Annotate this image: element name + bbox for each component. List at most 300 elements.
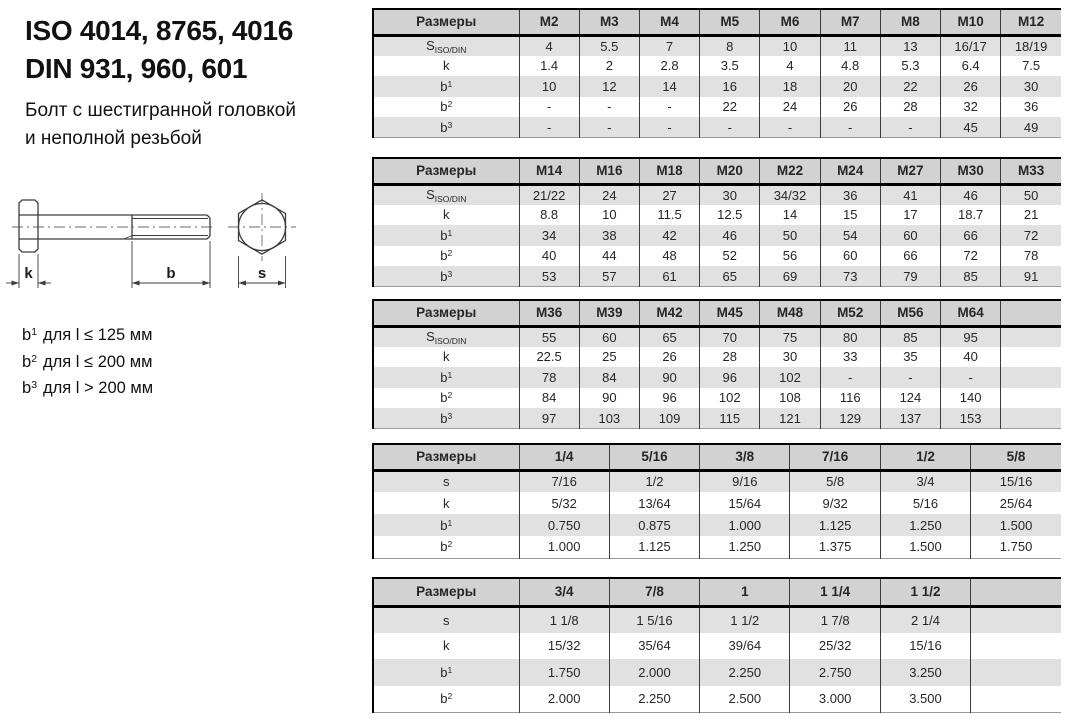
value-cell: 11.5 [639, 205, 699, 226]
size-column-header: M42 [639, 300, 699, 326]
value-cell: 3.5 [700, 56, 760, 77]
value-cell: 65 [700, 266, 760, 287]
left-panel [0, 0, 370, 720]
value-cell: 97 [519, 408, 579, 429]
value-cell: 102 [760, 367, 820, 388]
value-cell: - [820, 117, 880, 138]
value-cell: 2 1/4 [880, 606, 970, 633]
value-cell: 15/32 [519, 633, 609, 660]
value-cell: 24 [760, 97, 820, 118]
table-header-row [373, 578, 1061, 606]
header-label: Размеры [373, 578, 519, 606]
value-cell: 12.5 [700, 205, 760, 226]
size-column-header: M39 [579, 300, 639, 326]
value-cell: 85 [941, 266, 1001, 287]
size-column-header: M6 [760, 9, 820, 35]
size-column-header: 3/4 [519, 578, 609, 606]
size-column-header: M22 [760, 158, 820, 184]
bolt-description [25, 97, 296, 152]
value-cell: 16/17 [941, 35, 1001, 56]
size-column-header [971, 578, 1061, 606]
table-row [373, 633, 1061, 660]
size-column-header: M14 [519, 158, 579, 184]
value-cell: 22 [700, 97, 760, 118]
row-label: $b^1$ [440, 664, 453, 680]
value-cell: 84 [579, 367, 639, 388]
value-cell [971, 686, 1061, 713]
value-cell: 66 [880, 246, 940, 267]
value-cell: 90 [579, 388, 639, 409]
size-column-header: M52 [820, 300, 880, 326]
value-cell: 50 [1001, 184, 1061, 205]
value-cell: 15 [820, 205, 880, 226]
row-label: $b^1$ [440, 517, 453, 533]
size-column-header: M16 [579, 158, 639, 184]
value-cell: 2.750 [790, 659, 880, 686]
value-cell: 1.125 [790, 514, 880, 536]
value-cell: 8.8 [519, 205, 579, 226]
table-row [373, 470, 1061, 492]
size-column-header: M33 [1001, 158, 1061, 184]
value-cell [971, 606, 1061, 633]
value-cell: 1.000 [700, 514, 790, 536]
table-row [373, 347, 1061, 368]
metric-table-m2-m12 [372, 8, 1064, 138]
table-row [373, 56, 1061, 77]
value-cell: 66 [941, 225, 1001, 246]
value-cell: 5.3 [880, 56, 940, 77]
value-cell: 84 [519, 388, 579, 409]
value-cell: 1.125 [609, 536, 699, 558]
value-cell: - [579, 117, 639, 138]
value-cell: 50 [760, 225, 820, 246]
value-cell: 3.000 [790, 686, 880, 713]
note-b3-symbol: $b^3$ [22, 379, 38, 398]
size-column-header: 7/16 [790, 444, 880, 470]
din-standards-line: DIN 931, 960, 601 [25, 52, 248, 84]
value-cell: 46 [941, 184, 1001, 205]
value-cell: 39/64 [700, 633, 790, 660]
row-label: s [443, 474, 450, 490]
value-cell: 3.500 [880, 686, 970, 713]
value-cell: 8 [700, 35, 760, 56]
value-cell: 73 [820, 266, 880, 287]
size-column-header: M4 [639, 9, 699, 35]
metric-table-m14-m33 [372, 157, 1064, 287]
value-cell [1001, 388, 1061, 409]
value-cell: 33 [820, 347, 880, 368]
value-cell: 3/4 [880, 470, 970, 492]
value-cell: 32 [941, 97, 1001, 118]
value-cell: 52 [700, 246, 760, 267]
header-label: Размеры [373, 158, 519, 184]
row-label: $b^2$ [440, 691, 453, 706]
value-cell: 4 [519, 35, 579, 56]
size-column-header: M8 [880, 9, 940, 35]
value-cell: 124 [880, 388, 940, 409]
value-cell: 54 [820, 225, 880, 246]
note-b2 [22, 349, 153, 376]
value-cell [1001, 347, 1061, 368]
value-cell: 41 [880, 184, 940, 205]
bolt-head-end-view [228, 193, 296, 261]
value-cell: 70 [700, 326, 760, 347]
value-cell: 30 [700, 184, 760, 205]
note-b1-text: для l ≤ 125 мм [43, 326, 153, 344]
value-cell: 5/8 [790, 470, 880, 492]
size-column-header: M3 [579, 9, 639, 35]
size-column-header: M30 [941, 158, 1001, 184]
value-cell: 26 [941, 76, 1001, 97]
value-cell: 42 [639, 225, 699, 246]
value-cell: 10 [760, 35, 820, 56]
value-cell: 116 [820, 388, 880, 409]
header-label: Размеры [373, 300, 519, 326]
table-row [373, 408, 1061, 429]
value-cell: 1.500 [880, 536, 970, 558]
row-label: $b^2$ [440, 390, 453, 406]
value-cell: 56 [760, 246, 820, 267]
value-cell: 46 [700, 225, 760, 246]
row-label: $b^3$ [440, 119, 453, 135]
table-row [373, 225, 1061, 246]
dimension-table [372, 443, 1061, 559]
size-column-header: 7/8 [609, 578, 699, 606]
value-cell: - [941, 367, 1001, 388]
bolt-description-line2: и неполной резьбой [25, 127, 202, 149]
size-column-header: M64 [941, 300, 1001, 326]
value-cell: 34/32 [760, 184, 820, 205]
note-b1-symbol: $b^1$ [22, 326, 38, 344]
value-cell: 5/32 [519, 492, 609, 514]
value-cell: - [760, 117, 820, 138]
size-column-header: 3/8 [700, 444, 790, 470]
size-column-header: M20 [700, 158, 760, 184]
row-label: k [443, 349, 450, 365]
value-cell: 1 1/2 [700, 606, 790, 633]
value-cell: 2 [579, 56, 639, 77]
value-cell: 61 [639, 266, 699, 287]
value-cell: 1 1/8 [519, 606, 609, 633]
size-column-header: 1 1/4 [790, 578, 880, 606]
value-cell: 21/22 [519, 184, 579, 205]
size-column-header: M12 [1001, 9, 1061, 35]
value-cell: 108 [760, 388, 820, 409]
value-cell: 30 [760, 347, 820, 368]
value-cell: 1.375 [790, 536, 880, 558]
value-cell: 27 [639, 184, 699, 205]
value-cell [971, 633, 1061, 660]
row-label: k [443, 495, 450, 511]
value-cell: 11 [820, 35, 880, 56]
value-cell: 96 [700, 367, 760, 388]
value-cell: 13 [880, 35, 940, 56]
size-column-header: M5 [700, 9, 760, 35]
value-cell: 1.250 [700, 536, 790, 558]
iso-standards-line: ISO 4014, 8765, 4016 [25, 15, 293, 46]
header-label: Размеры [373, 9, 519, 35]
value-cell: - [639, 97, 699, 118]
value-cell: 6.4 [941, 56, 1001, 77]
table-row [373, 686, 1061, 713]
value-cell: 140 [941, 388, 1001, 409]
table-row [373, 97, 1061, 118]
size-column-header: 1 [700, 578, 790, 606]
table-row [373, 367, 1061, 388]
size-column-header: M18 [639, 158, 699, 184]
value-cell: 153 [941, 408, 1001, 429]
table-header-row [373, 444, 1061, 470]
value-cell: - [880, 117, 940, 138]
row-label: $b^3$ [440, 410, 453, 426]
value-cell: 78 [519, 367, 579, 388]
table-row [373, 326, 1061, 347]
value-cell: 1/2 [609, 470, 699, 492]
value-cell [1001, 408, 1061, 429]
value-cell: 79 [880, 266, 940, 287]
table-row [373, 536, 1061, 558]
value-cell: 18.7 [941, 205, 1001, 226]
value-cell: 53 [519, 266, 579, 287]
value-cell: 25/64 [971, 492, 1061, 514]
value-cell: 72 [1001, 225, 1061, 246]
size-column-header: 1/4 [519, 444, 609, 470]
table-row [373, 492, 1061, 514]
table-row [373, 35, 1061, 56]
value-cell: 35/64 [609, 633, 699, 660]
row-label: s [443, 612, 450, 628]
value-cell: 69 [760, 266, 820, 287]
table-row [373, 246, 1061, 267]
table-row [373, 514, 1061, 536]
value-cell: 2.250 [700, 659, 790, 686]
value-cell: 14 [639, 76, 699, 97]
size-column-header: M48 [760, 300, 820, 326]
value-cell: 5.5 [579, 35, 639, 56]
value-cell: 95 [941, 326, 1001, 347]
value-cell [971, 659, 1061, 686]
row-label: $S_{ISO/DIN}$ [426, 328, 467, 346]
size-column-header: M56 [880, 300, 940, 326]
value-cell: 1 5/16 [609, 606, 699, 633]
value-cell: 2.500 [700, 686, 790, 713]
table-header-row [373, 158, 1061, 184]
value-cell: - [880, 367, 940, 388]
value-cell: 1.500 [971, 514, 1061, 536]
dimension-b [132, 241, 210, 288]
dimension-table [372, 157, 1061, 287]
value-cell: 24 [579, 184, 639, 205]
value-cell: 15/16 [971, 470, 1061, 492]
size-column-header: M10 [941, 9, 1001, 35]
size-column-header: M45 [700, 300, 760, 326]
dim-label-k: k [24, 265, 33, 282]
table-row [373, 266, 1061, 287]
value-cell: 22.5 [519, 347, 579, 368]
value-cell: 34 [519, 225, 579, 246]
note-b3 [22, 375, 153, 402]
table-row [373, 117, 1061, 138]
dimension-table [372, 577, 1061, 713]
thread-length-notes [22, 322, 153, 402]
dimension-table [372, 8, 1061, 138]
value-cell [1001, 326, 1061, 347]
size-column-header: M7 [820, 9, 880, 35]
value-cell: 85 [880, 326, 940, 347]
value-cell: 80 [820, 326, 880, 347]
value-cell: 75 [760, 326, 820, 347]
size-column-header: M27 [880, 158, 940, 184]
size-column-header: 5/8 [971, 444, 1061, 470]
value-cell: 60 [880, 225, 940, 246]
value-cell: 60 [820, 246, 880, 267]
value-cell: 26 [820, 97, 880, 118]
row-label: $b^2$ [440, 248, 453, 264]
table-row [373, 606, 1061, 633]
table-row [373, 205, 1061, 226]
value-cell: - [519, 117, 579, 138]
value-cell: 5/16 [880, 492, 970, 514]
value-cell: 7.5 [1001, 56, 1061, 77]
value-cell: 12 [579, 76, 639, 97]
standards-title [25, 12, 293, 87]
value-cell: 2.000 [609, 659, 699, 686]
row-label: k [443, 638, 450, 654]
value-cell: - [639, 117, 699, 138]
value-cell: 30 [1001, 76, 1061, 97]
value-cell: - [700, 117, 760, 138]
bolt-head-side-view [19, 200, 38, 252]
table-header-row [373, 9, 1061, 35]
value-cell: 1.250 [880, 514, 970, 536]
note-b2-symbol: $b^2$ [22, 352, 38, 371]
row-label: $b^1$ [440, 369, 453, 385]
value-cell: 9/16 [700, 470, 790, 492]
value-cell: 2.000 [519, 686, 609, 713]
value-cell: 65 [639, 326, 699, 347]
value-cell: 2.250 [609, 686, 699, 713]
value-cell: 4.8 [820, 56, 880, 77]
value-cell: 109 [639, 408, 699, 429]
value-cell: 38 [579, 225, 639, 246]
table-row [373, 76, 1061, 97]
row-label: $b^3$ [440, 268, 453, 284]
value-cell: 1.750 [971, 536, 1061, 558]
value-cell: 21 [1001, 205, 1061, 226]
value-cell: 40 [519, 246, 579, 267]
row-label: $b^1$ [440, 227, 453, 243]
value-cell: 72 [941, 246, 1001, 267]
size-column-header: 1 1/2 [880, 578, 970, 606]
value-cell: 60 [579, 326, 639, 347]
value-cell: 78 [1001, 246, 1061, 267]
size-column-header [1001, 300, 1061, 326]
value-cell: 102 [700, 388, 760, 409]
size-column-header: 1/2 [880, 444, 970, 470]
row-label: $b^2$ [440, 539, 453, 555]
value-cell: 25/32 [790, 633, 880, 660]
note-b1 [22, 322, 153, 349]
metric-table-m36-m64 [372, 299, 1064, 429]
value-cell: - [519, 97, 579, 118]
value-cell: 15/16 [880, 633, 970, 660]
row-label: $b^1$ [440, 78, 453, 94]
value-cell: 90 [639, 367, 699, 388]
value-cell: 91 [1001, 266, 1061, 287]
value-cell: 16 [700, 76, 760, 97]
value-cell: 28 [700, 347, 760, 368]
value-cell: 17 [880, 205, 940, 226]
value-cell: - [820, 367, 880, 388]
value-cell: 57 [579, 266, 639, 287]
value-cell: 1 7/8 [790, 606, 880, 633]
bolt-drawing [4, 188, 310, 320]
value-cell: 48 [639, 246, 699, 267]
row-label: k [443, 58, 450, 74]
value-cell: 28 [880, 97, 940, 118]
note-b3-text: для l > 200 мм [43, 379, 154, 398]
value-cell: 36 [820, 184, 880, 205]
row-label: k [443, 207, 450, 223]
value-cell: 55 [519, 326, 579, 347]
row-label: $b^2$ [440, 99, 453, 115]
dim-label-s: s [257, 265, 267, 282]
value-cell: 15/64 [700, 492, 790, 514]
value-cell: 18 [760, 76, 820, 97]
value-cell: 103 [579, 408, 639, 429]
bolt-description-line1: Болт с шестигранной головкой [25, 100, 296, 121]
header-label: Размеры [373, 444, 519, 470]
value-cell: 35 [880, 347, 940, 368]
value-cell: 18/19 [1001, 35, 1061, 56]
value-cell: 14 [760, 205, 820, 226]
value-cell: 1.000 [519, 536, 609, 558]
note-b2-text: для l ≤ 200 мм [43, 352, 153, 371]
value-cell: 0.875 [609, 514, 699, 536]
value-cell: 2.8 [639, 56, 699, 77]
value-cell: 9/32 [790, 492, 880, 514]
size-column-header: M36 [519, 300, 579, 326]
value-cell: 1.750 [519, 659, 609, 686]
value-cell: 1.4 [519, 56, 579, 77]
value-cell: 25 [579, 347, 639, 368]
size-column-header: M2 [519, 9, 579, 35]
dimension-k [6, 254, 51, 288]
value-cell: 13/64 [609, 492, 699, 514]
value-cell: 7/16 [519, 470, 609, 492]
value-cell: 26 [639, 347, 699, 368]
size-column-header: M24 [820, 158, 880, 184]
dimension-table [372, 299, 1061, 429]
value-cell: 40 [941, 347, 1001, 368]
dim-label-b: b [166, 265, 176, 282]
value-cell: 121 [760, 408, 820, 429]
value-cell: 45 [941, 117, 1001, 138]
value-cell: 0.750 [519, 514, 609, 536]
table-row [373, 388, 1061, 409]
row-label: $S_{ISO/DIN}$ [426, 37, 467, 55]
value-cell: - [579, 97, 639, 118]
value-cell: 36 [1001, 97, 1061, 118]
row-label: $S_{ISO/DIN}$ [426, 186, 467, 204]
value-cell: 4 [760, 56, 820, 77]
inch-table-3-4-to-1-1-2 [372, 577, 1064, 713]
value-cell: 115 [700, 408, 760, 429]
value-cell [1001, 367, 1061, 388]
value-cell: 10 [519, 76, 579, 97]
value-cell: 20 [820, 76, 880, 97]
value-cell: 22 [880, 76, 940, 97]
